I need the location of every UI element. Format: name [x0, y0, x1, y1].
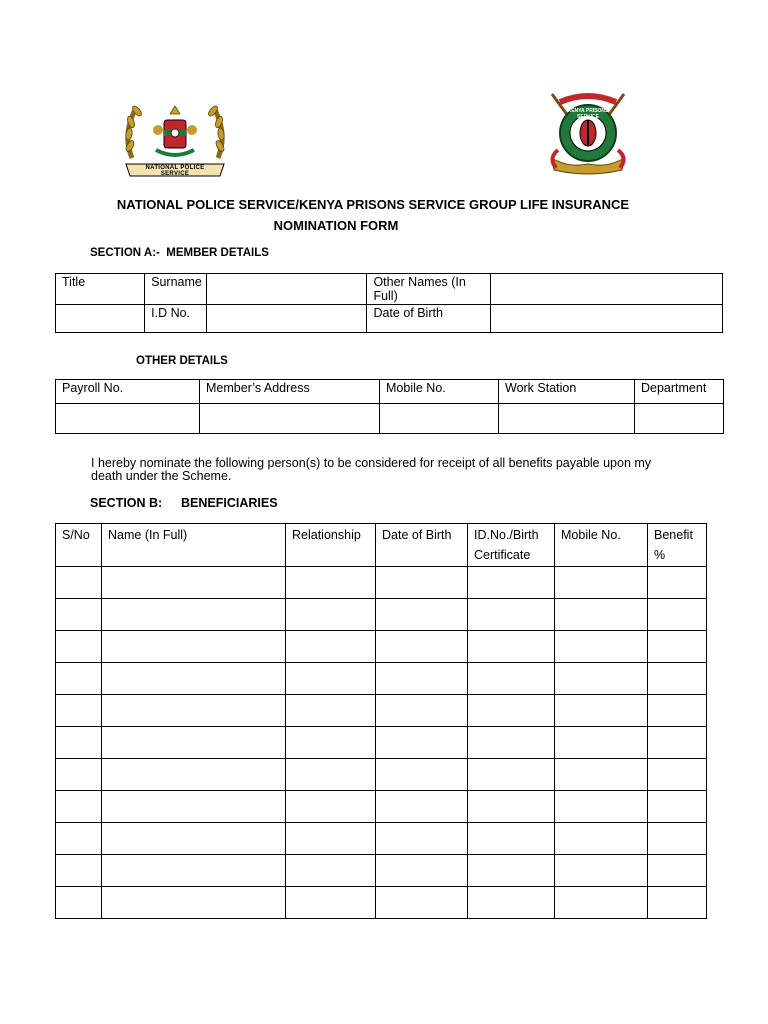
cell[interactable]	[286, 727, 376, 759]
cell[interactable]	[555, 759, 648, 791]
section-b-subtitle: BENEFICIARIES	[181, 496, 278, 510]
table-row	[56, 855, 707, 887]
cell[interactable]	[648, 791, 707, 823]
declaration-text: I hereby nominate the following person(s) to be considered for receipt of all benefits payable upon my death under the Scheme.	[91, 456, 652, 483]
address-header: Member’s Address	[200, 380, 380, 404]
cell[interactable]	[648, 759, 707, 791]
police-service-logo	[120, 94, 230, 182]
cell[interactable]	[468, 727, 555, 759]
cell[interactable]	[286, 791, 376, 823]
table-row	[56, 791, 707, 823]
cell[interactable]	[286, 823, 376, 855]
cell[interactable]	[102, 631, 286, 663]
form-heading-line2: NOMINATION FORM	[273, 218, 399, 233]
section-b-title: SECTION B:	[90, 496, 163, 510]
prisons-logo-text: KENYA PRISONS SERVICE	[567, 108, 609, 120]
id-field[interactable]	[207, 305, 367, 333]
other-names-label: Other Names (In Full)	[367, 274, 490, 305]
cell[interactable]	[286, 855, 376, 887]
mobile-header: Mobile No.	[380, 380, 499, 404]
cell[interactable]	[376, 599, 468, 631]
mobile-field[interactable]	[380, 404, 499, 434]
department-field[interactable]	[635, 404, 724, 434]
cell[interactable]	[56, 855, 102, 887]
payroll-field[interactable]	[56, 404, 200, 434]
beneficiaries-table	[55, 523, 707, 919]
table-row	[56, 823, 707, 855]
cell[interactable]	[286, 695, 376, 727]
police-logo-text: NATIONAL POLICE SERVICE	[145, 165, 205, 177]
cell[interactable]	[555, 823, 648, 855]
cell[interactable]	[376, 631, 468, 663]
table-row	[56, 631, 707, 663]
id-birth-cert-header: ID.No./Birth Certificate	[468, 524, 555, 567]
cell[interactable]	[56, 663, 102, 695]
cell[interactable]	[555, 695, 648, 727]
member-details-table	[55, 273, 723, 333]
cell[interactable]	[468, 663, 555, 695]
cell[interactable]	[376, 663, 468, 695]
cell[interactable]	[376, 855, 468, 887]
cell[interactable]	[468, 791, 555, 823]
name-header: Name (In Full)	[102, 524, 286, 567]
work-station-header: Work Station	[499, 380, 635, 404]
cell[interactable]	[376, 759, 468, 791]
work-station-field[interactable]	[499, 404, 635, 434]
cell[interactable]	[56, 791, 102, 823]
cell[interactable]	[648, 599, 707, 631]
cell[interactable]	[376, 791, 468, 823]
other-details-title: OTHER DETAILS	[136, 355, 228, 367]
cell[interactable]	[648, 567, 707, 599]
cell[interactable]	[648, 631, 707, 663]
cell[interactable]	[555, 791, 648, 823]
table-row	[56, 663, 707, 695]
table-row	[56, 599, 707, 631]
cell[interactable]	[468, 567, 555, 599]
cell[interactable]	[468, 855, 555, 887]
relationship-header: Relationship	[286, 524, 376, 567]
cell[interactable]	[286, 887, 376, 919]
cell[interactable]	[376, 823, 468, 855]
department-header: Department	[635, 380, 724, 404]
section-a-title: SECTION A:- MEMBER DETAILS	[90, 247, 269, 259]
cell[interactable]	[286, 759, 376, 791]
cell[interactable]	[376, 695, 468, 727]
cell[interactable]	[468, 759, 555, 791]
cell[interactable]	[468, 695, 555, 727]
table-row	[56, 695, 707, 727]
cell[interactable]	[102, 727, 286, 759]
cell[interactable]	[102, 823, 286, 855]
cell[interactable]	[102, 663, 286, 695]
title-label: Title	[56, 274, 145, 305]
table-row	[56, 727, 707, 759]
table-row	[56, 887, 707, 919]
prisons-service-logo	[538, 88, 638, 178]
table-row	[56, 759, 707, 791]
cell[interactable]	[102, 759, 286, 791]
surname-label: Surname	[145, 274, 207, 305]
surname-field[interactable]	[207, 274, 367, 305]
cell[interactable]	[102, 855, 286, 887]
cell[interactable]	[102, 567, 286, 599]
cell[interactable]	[286, 567, 376, 599]
cell[interactable]	[56, 631, 102, 663]
beneficiary-dob-header: Date of Birth	[376, 524, 468, 567]
cell[interactable]	[56, 887, 102, 919]
cell[interactable]	[648, 727, 707, 759]
form-heading-line1: NATIONAL POLICE SERVICE/KENYA PRISONS SERVICE GROUP LIFE INSURANCE	[116, 197, 630, 212]
cell[interactable]	[56, 599, 102, 631]
cell[interactable]	[648, 887, 707, 919]
cell[interactable]	[286, 631, 376, 663]
cell[interactable]	[286, 663, 376, 695]
sno-header: S/No	[56, 524, 102, 567]
cell[interactable]	[376, 727, 468, 759]
cell[interactable]	[648, 663, 707, 695]
cell[interactable]	[56, 759, 102, 791]
cell[interactable]	[468, 631, 555, 663]
benefit-percent-header: Benefit %	[648, 524, 707, 567]
cell[interactable]	[648, 855, 707, 887]
table-row	[56, 567, 707, 599]
cell[interactable]	[56, 823, 102, 855]
cell[interactable]	[555, 855, 648, 887]
cell[interactable]	[102, 887, 286, 919]
dob-field[interactable]	[490, 305, 722, 333]
cell[interactable]	[648, 823, 707, 855]
cell[interactable]	[468, 599, 555, 631]
prisons-crest-icon	[538, 88, 638, 178]
cell[interactable]	[555, 599, 648, 631]
beneficiary-mobile-header: Mobile No.	[555, 524, 648, 567]
cell[interactable]	[555, 887, 648, 919]
cell[interactable]	[102, 791, 286, 823]
other-names-field[interactable]	[490, 274, 722, 305]
title-field[interactable]	[56, 305, 145, 333]
cell[interactable]	[56, 567, 102, 599]
cell[interactable]	[376, 887, 468, 919]
cell[interactable]	[468, 823, 555, 855]
cell[interactable]	[555, 631, 648, 663]
cell[interactable]	[286, 599, 376, 631]
id-label: I.D No.	[145, 305, 207, 333]
other-details-table	[55, 379, 724, 434]
address-field[interactable]	[200, 404, 380, 434]
dob-label: Date of Birth	[367, 305, 490, 333]
cell[interactable]	[56, 727, 102, 759]
payroll-header: Payroll No.	[56, 380, 200, 404]
cell[interactable]	[555, 567, 648, 599]
cell[interactable]	[555, 727, 648, 759]
cell[interactable]	[468, 887, 555, 919]
cell[interactable]	[56, 695, 102, 727]
cell[interactable]	[102, 695, 286, 727]
cell[interactable]	[102, 599, 286, 631]
cell[interactable]	[376, 567, 468, 599]
cell[interactable]	[648, 695, 707, 727]
cell[interactable]	[555, 663, 648, 695]
